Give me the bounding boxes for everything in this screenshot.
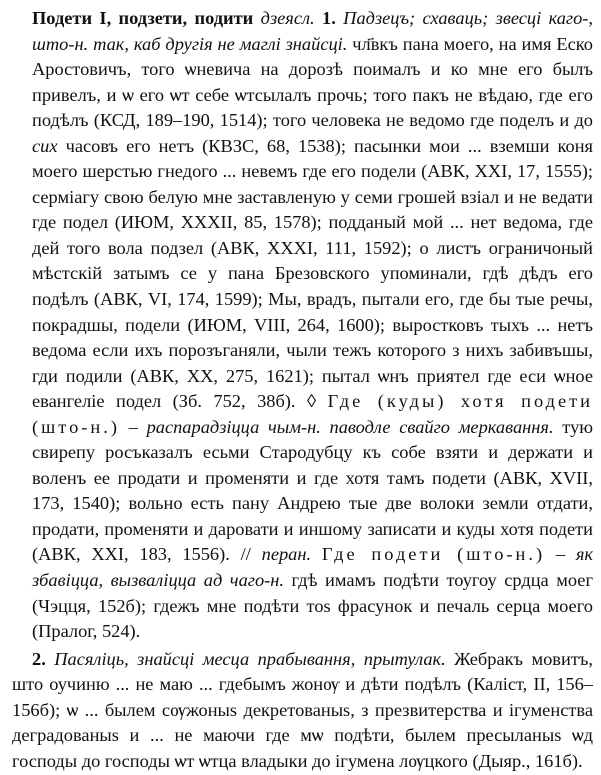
entry-paragraph-2 bbox=[12, 647, 593, 775]
text-run: – bbox=[545, 544, 576, 565]
text-run: тую свирепу росъказалъ есьми Стародубцу къ собе взяти и держати и воленъ ее продати и променяти и где хотя тамъ подети (АВК, XVII, 173, 1540); вольно есть пану Андрею тые две волоки земли отдати, продати, променяти и даровати и иншому записати и куды хотя подети (АВК, XXI, 183, 1556). // bbox=[32, 416, 594, 565]
text-run: Подети I, подзети, подити bbox=[32, 8, 254, 28]
text-run: дзеясл. bbox=[260, 8, 315, 28]
text-run bbox=[311, 544, 322, 564]
text-run: чл҃вкъ пана моего, на имя Еско Аростовичъ, того ѡневича на дорозѣ поималъ и ко мне его былъ привелъ, и ѡ его ѡт себе ѡтсылалъ прочь; того пакъ не вѣдаю, где его подѣлъ (КСД, 189–190, 1514); того человека не ведомо где поделъ и до bbox=[32, 33, 593, 131]
text-run bbox=[315, 8, 322, 28]
text-run bbox=[253, 8, 260, 28]
text-run: 2. bbox=[32, 648, 46, 669]
text-run: Где подети (што-н.) bbox=[321, 544, 546, 565]
text-run: сих bbox=[32, 135, 58, 156]
entry-paragraph-1 bbox=[12, 6, 593, 645]
text-run: Падзецъ; схаваць; звесці каго-, што-н. так, каб другія не маглі знайсці. bbox=[32, 8, 593, 54]
text-run: Пасяліць, знайсці месца прабывання, прытулак. bbox=[54, 648, 446, 669]
text-run: Жебракъ мовитъ, што оучиню ... не маю ... гдебымъ жонѹ и дѣти подѣлъ (Каліст, II, 156–156б); ѡ ... былем сѹжоныѕ декретованыѕ, з презвитерства и ігуменства деградованыѕ и ... не маючи где мѡ подѣти, былем пресыланыѕ ѡд господы до господы ѡт ѡтца владыки до ігумена лѹцкого (Дыяр., 161б). bbox=[12, 648, 593, 771]
text-run: Где (куды) хотя подети (што-н.) bbox=[32, 391, 594, 437]
text-run: гдѣ имамъ подѣти тоугоу срдца моег (Чэцця, 152б); гдежъ мне подѣти тоѕ фрасунок и печаль серца моего (Пралог, 524). bbox=[32, 570, 593, 642]
text-run: 1. bbox=[322, 8, 336, 28]
text-run: перан. bbox=[261, 544, 312, 565]
text-run bbox=[46, 649, 54, 669]
text-run: часовъ его нетъ (КВЗС, 68, 1538); пасынки мои ... вземши коня моего шерстью гнедого ... невемъ где его подели (АВК, XXI, 17, 1555); серміагу свою белую мне заставленую у семи грошей взіал и не ведати где подел (ИЮМ, XXXII, 85, 1578); подданый мой ... нет ведома, где дей того вола подзел (АВК, XXXI, 111, 1592); о листъ ограничоный мѣстскій затымъ се у пана Брезовского упоминали, гдѣ дѣдъ его подѣлъ (АВК, VI, 174, 1599); Мы, врадъ, пытали его, где бы тые речы, покрадшы, подели (ИЮМ, VIII, 264, 1600); выростковъ тыхъ ... нетъ ведома если ихъ порозъганяли, чыли тежъ которого з нихъ забивъшы, гди подили (АВК, XX, 275, 1621); пытал ѡнъ приятел где еси ѡное евангеліе подел (Зб. 752, 38б). ◊ bbox=[32, 135, 593, 412]
text-run: – bbox=[119, 416, 147, 437]
text-run: як збавіцца, вызваліцца ад чаго-н. bbox=[32, 544, 593, 591]
text-run: распарадзіцца чым-н. паводле свайго меркавання. bbox=[146, 416, 554, 437]
